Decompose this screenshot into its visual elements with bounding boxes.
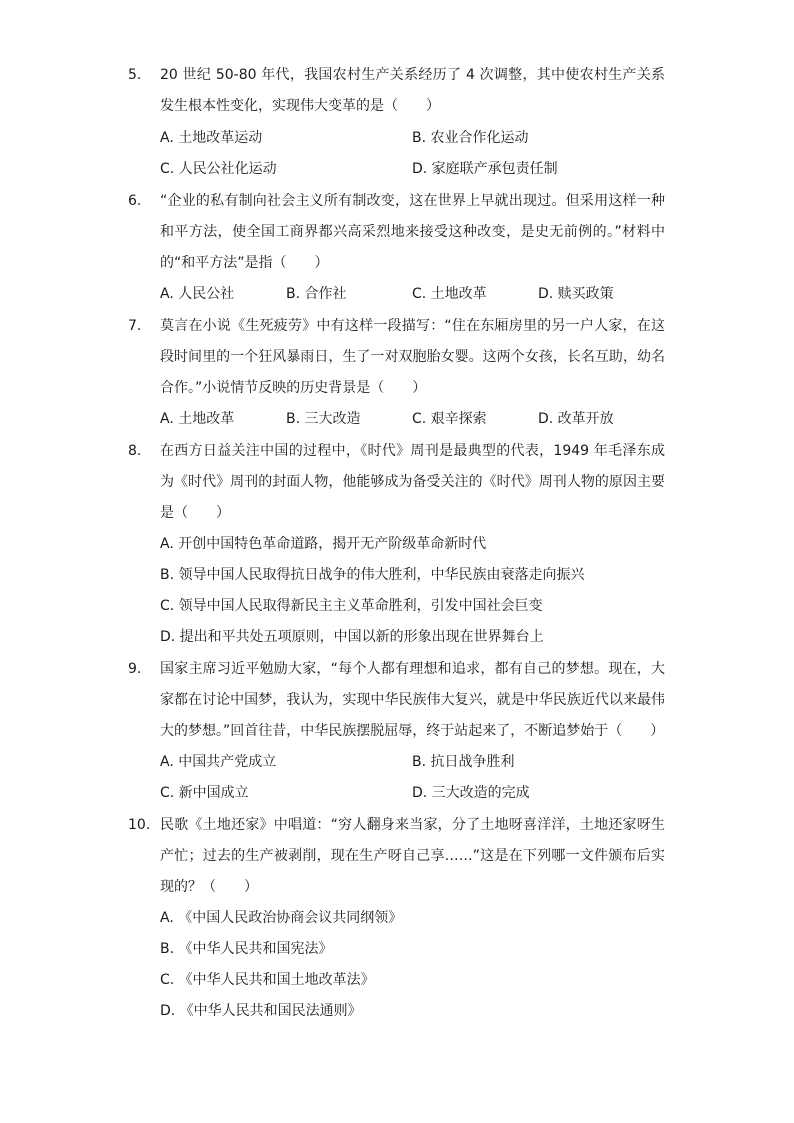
question-number: 6. [128, 193, 142, 209]
option-d[interactable]: D. 改革开放 [538, 411, 614, 427]
question-number: 7. [128, 318, 142, 334]
option-c[interactable]: C. 人民公社化运动 [160, 161, 277, 177]
option-a[interactable]: A. 人民公社 [160, 286, 235, 302]
option-d[interactable]: D. 三大改造的完成 [412, 785, 530, 801]
question-stem: “企业的私有制向社会主义所有制改变，这在世界上早就出现过。但采用这样一种和平方法，使全国工商界都兴高采烈地来接受这种改变，是史无前例的。”材料中的“和平方法”是指（ ） [160, 193, 665, 271]
option-d[interactable]: D. 赎买政策 [538, 286, 614, 302]
question-stem: 莫言在小说《生死疲劳》中有这样一段描写：“住在东厢房里的另一户人家，在这段时间里的一个狂风暴雨日，生了一对双胞胎女婴。这两个女孩，长名互助，幼名合作。”小说情节反映的历史背景是（ ） [160, 318, 665, 396]
question-number: 8. [128, 443, 142, 459]
question-number: 5. [128, 67, 142, 83]
question-number: 10. [128, 817, 151, 833]
option-b[interactable]: B. 抗日战争胜利 [412, 754, 515, 770]
question-stem: 在西方日益关注中国的过程中，《时代》周刊是最典型的代表，1949 年毛泽东成为《时代》周刊的封面人物，他能够成为备受关注的《时代》周刊人物的原因主要是（ ） [160, 443, 665, 521]
option-d[interactable]: D. 《中华人民共和国民法通则》 [160, 1003, 362, 1019]
option-a[interactable]: A. 土地改革运动 [160, 130, 263, 146]
option-b[interactable]: B. 合作社 [286, 286, 347, 302]
option-c[interactable]: C. 土地改革 [412, 286, 487, 302]
option-b[interactable]: B. 三大改造 [286, 411, 361, 427]
option-c[interactable]: C. 新中国成立 [160, 785, 249, 801]
question-stem: 民歌《土地还家》中唱道：“穷人翻身来当家，分了土地呀喜洋洋，土地还家呀生产忙；过去的生产被剥削，现在生产呀自己享……”这是在下列哪一文件颁布后实现的？（ ） [160, 817, 665, 895]
option-b[interactable]: B. 领导中国人民取得抗日战争的伟大胜利，中华民族由衰落走向振兴 [160, 567, 585, 583]
option-d[interactable]: D. 家庭联产承包责任制 [412, 161, 558, 177]
option-a[interactable]: A. 《中国人民政治协商会议共同纲领》 [160, 910, 403, 926]
option-c[interactable]: C. 《中华人民共和国土地改革法》 [160, 972, 375, 988]
question-stem: 20 世纪 50-80 年代，我国农村生产关系经历了 4 次调整，其中使农村生产关系发生根本性变化，实现伟大变革的是（ ） [160, 67, 665, 114]
option-b[interactable]: B. 农业合作化运动 [412, 130, 529, 146]
question-stem: 国家主席习近平勉励大家，“每个人都有理想和追求，都有自己的梦想。现在，大家都在讨论中国梦，我认为，实现中华民族伟大复兴，就是中华民族近代以来最伟大的梦想。”回首往昔，中华民族摆脱屈辱，终于站起来了，不断追梦始于（ ） [160, 661, 665, 739]
option-c[interactable]: C. 领导中国人民取得新民主主义革命胜利，引发中国社会巨变 [160, 598, 543, 614]
option-a[interactable]: A. 开创中国特色革命道路，揭开无产阶级革命新时代 [160, 536, 487, 552]
option-a[interactable]: A. 土地改革 [160, 411, 235, 427]
option-d[interactable]: D. 提出和平共处五项原则，中国以新的形象出现在世界舞台上 [160, 629, 544, 645]
option-c[interactable]: C. 艰辛探索 [412, 411, 487, 427]
option-a[interactable]: A. 中国共产党成立 [160, 754, 277, 770]
question-number: 9. [128, 661, 142, 677]
option-b[interactable]: B. 《中华人民共和国宪法》 [160, 941, 333, 957]
